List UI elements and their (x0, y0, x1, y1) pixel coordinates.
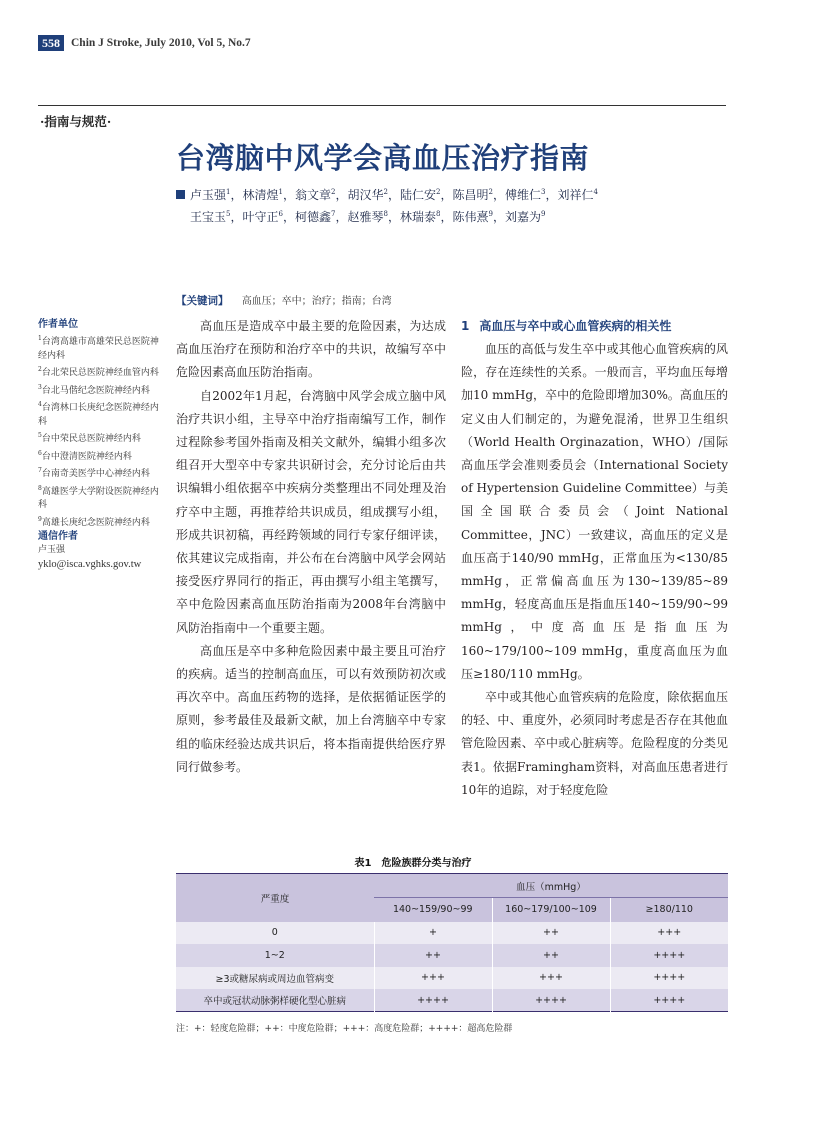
author-affiliation-mark: 5 (226, 210, 231, 218)
author-line-1: 卢玉强$^1$，林清煌$^1$，翁文章$^2$，胡汉华$^2$，陆仁安$^2$，陈昌明$^2$，傅维仁$^3$，刘祥仁$^4$ (176, 183, 726, 205)
affiliation-item (38, 381, 166, 399)
affiliation-item (38, 363, 166, 381)
author-affiliation-mark: 2 (383, 188, 388, 196)
author-affiliation-mark: 1 (278, 188, 283, 196)
severity-cell: 1~2 (176, 944, 374, 967)
affiliations-list (38, 332, 166, 530)
affiliation-item (38, 332, 166, 363)
table-label: 表1 (354, 858, 372, 869)
table-row (176, 967, 728, 990)
author-affiliation-mark: 9 (488, 210, 493, 218)
author-affiliation-mark: 9 (541, 210, 546, 218)
column-header: 140~159/90~99 (374, 898, 492, 922)
affiliations-heading: 作者单位 (38, 319, 78, 330)
author-name: 林清煌$^1$ (242, 188, 283, 202)
correspondence-email: yklo@isca.vghks.gov.tw (38, 558, 142, 570)
right-column (461, 315, 728, 802)
keywords (176, 292, 392, 308)
affiliation-text: 台中澄清医院神经内科 (41, 451, 132, 462)
affiliation-number: 2 (38, 366, 42, 373)
affiliation-text: 高雄医学大学附设医院神经内科 (38, 486, 159, 510)
paragraph: 卒中或其他心血管疾病的危险度，除依据血压的轻、中、重度外，必须同时考虑是否存在其他血管危险因素、卒中或心脏病等。危险程度的分类见表1。依据Framingham资料，对高血压患者进行10年的追踪，对于轻度危险 (461, 690, 728, 797)
severity-cell: 卒中或冠状动脉粥样硬化型心脏病 (176, 989, 374, 1012)
affiliation-item (38, 513, 166, 531)
author-name: 陈昌明$^2$ (452, 188, 493, 202)
author-name: 陈伟熹$^9$ (452, 210, 493, 224)
column-header: ≥180/110 (610, 898, 728, 922)
author-name: 卢玉强$^1$ (190, 188, 231, 202)
header-rule (38, 105, 726, 106)
affiliation-item (38, 447, 166, 465)
journal-citation: Chin J Stroke, July 2010, Vol 5, No.7 (71, 37, 251, 49)
author-name: 陆仁安$^2$ (400, 188, 441, 202)
author-name: 柯德鑫$^7$ (295, 210, 336, 224)
paragraph: 高血压是造成卒中最主要的危险因素，为达成高血压治疗在预防和治疗卒中的共识，故编写卒中危险因素高血压防治指南。 (176, 319, 446, 380)
author-name: 翁文章$^2$ (295, 188, 336, 202)
risk-cell: + (374, 922, 492, 945)
author-affiliation-mark: 6 (278, 210, 283, 218)
author-info-sidebar (38, 318, 166, 571)
author-affiliation-mark: 1 (226, 188, 231, 196)
article-title: 台湾脑中风学会高血压治疗指南 (176, 141, 590, 175)
affiliation-item (38, 429, 166, 447)
table-note: 注：+：轻度危险群；++：中度危险群；+++：高度危险群；++++：超高危险群 (176, 1024, 513, 1034)
column-header: 160~179/100~109 (492, 898, 610, 922)
keywords-label: 【关键词】 (176, 295, 229, 307)
author-name: 胡汉华$^2$ (347, 188, 388, 202)
affiliation-number: 5 (38, 432, 42, 439)
affiliation-number: 7 (38, 467, 42, 474)
affiliation-number: 9 (38, 515, 42, 523)
keywords-text: 高血压；卒中；治疗；指南；台湾 (241, 296, 392, 307)
paragraph: 血压的高低与发生卒中或其他心血管疾病的风险，存在连续性的关系。一般而言，平均血压每增加10 mmHg，卒中的危险即增加30%。高血压的定义由人们制定的，为避免混淆，世界卫生组织（World Health Orginazation，WHO）/国际高血压学会准则委员会（International Society of Hypertension Guideline Committee）与美国全国联合委员会（Joint National Committee，JNC）一致建议，高血压的定义是血压高于140/90 mmHg，正常血压为<130/85 mmHg，正常偏高血压为130~139/85~89 mmHg，轻度高血压是指血压140~159/90~99 mmHg，中度高血压是指血压为160~179/100~109 mmHg，重度高血压为血压≥180/110 mmHg。 (461, 342, 728, 681)
affiliation-number: 6 (38, 449, 42, 457)
risk-cell: +++ (610, 922, 728, 945)
affiliation-text: 台南奇美医学中心神经内科 (41, 469, 150, 479)
author-name: 刘嘉为$^9$ (505, 210, 546, 224)
table-body (176, 922, 728, 1012)
author-name: 傅维仁$^3$ (505, 188, 546, 202)
author-name: 王宝玉$^5$ (190, 210, 231, 224)
page-number: 558 (38, 35, 64, 51)
affiliation-number: 3 (38, 383, 42, 391)
risk-cell: ++++ (610, 989, 728, 1012)
author-marker-icon (176, 190, 185, 199)
author-line-2: 王宝玉$^5$，叶守正$^6$，柯德鑫$^7$，赵雅琴$^8$，林瑞泰$^8$，陈伟熹$^9$，刘嘉为$^9$ (190, 210, 546, 224)
risk-cell: ++ (492, 944, 610, 967)
risk-table (176, 873, 728, 1012)
section-heading (461, 315, 728, 338)
author-affiliation-mark: 2 (436, 188, 441, 196)
affiliation-number: 4 (38, 401, 42, 408)
author-affiliation-mark: 4 (593, 188, 598, 196)
author-name: 叶守正$^6$ (242, 210, 283, 224)
risk-cell: ++ (492, 922, 610, 945)
affiliation-text: 台湾高雄市高雄荣民总医院神经内科 (38, 337, 159, 361)
paragraph: 高血压是卒中多种危险因素中最主要且可治疗的疾病。适当的控制高血压，可以有效预防初次或再次卒中。高血压药物的选择，是依据循证医学的原则，参考最佳及最新文献，加上台湾脑卒中专家组的临床经验达成共识后，将本指南提供给医疗界同行做参考。 (176, 643, 446, 774)
running-header (38, 35, 251, 51)
affiliation-text: 台中荣民总医院神经内科 (41, 434, 141, 444)
author-affiliation-mark: 2 (331, 188, 336, 196)
affiliation-item (38, 482, 166, 513)
affiliation-text: 台北荣民总医院神经血管内科 (41, 368, 159, 378)
risk-cell: ++++ (610, 944, 728, 967)
affiliation-text: 台北马偕纪念医院神经内科 (41, 385, 150, 396)
left-column (176, 315, 446, 779)
risk-cell: +++ (492, 967, 610, 990)
table-row (176, 922, 728, 945)
author-name: 赵雅琴$^8$ (347, 210, 388, 224)
table-caption (0, 854, 826, 869)
affiliation-text: 台湾林口长庚纪念医院神经内科 (38, 403, 159, 427)
correspondence-heading: 通信作者 (38, 531, 78, 542)
affiliation-number: 8 (38, 484, 42, 492)
risk-cell: ++ (374, 944, 492, 967)
risk-cell: ++++ (610, 967, 728, 990)
affiliation-item (38, 464, 166, 482)
table-row (176, 989, 728, 1012)
risk-cell: +++ (374, 967, 492, 990)
author-affiliation-mark: 8 (383, 210, 388, 218)
severity-header: 严重度 (176, 874, 374, 922)
author-affiliation-mark: 7 (331, 210, 336, 218)
section-number: 1 (461, 319, 470, 333)
risk-cell: ++++ (492, 989, 610, 1012)
severity-cell: 0 (176, 922, 374, 945)
author-affiliation-mark: 3 (541, 188, 546, 196)
affiliation-number: 1 (38, 335, 42, 342)
author-affiliation-mark: 8 (436, 210, 441, 218)
bp-header: 血压（mmHg） (374, 874, 728, 898)
table-row (176, 944, 728, 967)
section-tag: ·指南与规范· (40, 114, 112, 129)
author-name: 林瑞泰$^8$ (400, 210, 441, 224)
section-title: 高血压与卒中或心血管疾病的相关性 (479, 319, 672, 333)
risk-cell: ++++ (374, 989, 492, 1012)
affiliation-item (38, 398, 166, 429)
author-affiliation-mark: 2 (488, 188, 493, 196)
correspondence-name: 卢玉强 (38, 545, 66, 555)
table-caption-text: 危险族群分类与治疗 (381, 858, 472, 869)
paragraph: 自2002年1月起，台湾脑中风学会成立脑中风治疗共识小组，主导卒中治疗指南编写工作，制作过程除参考国外指南及相关文献外，编辑小组多次组召开大型卒中专家共识研讨会，充分讨论后由共识编辑小组依据卒中疾病分类整理出不同处理及治疗卒中主题，再推荐给共识成员，组成撰写小组，形成共识初稿，再经跨领域的同行专家仔细评读，依其建议完成指南，并公布在台湾脑中风学会网站接受医疗界同行的指正，再由撰写小组主笔撰写，卒中危险因素高血压防治指南为2008年台湾脑中风防治指南中一个重要主题。 (176, 388, 446, 635)
affiliation-text: 高雄长庚纪念医院神经内科 (41, 517, 150, 528)
author-name: 刘祥仁$^4$ (557, 188, 598, 202)
severity-cell: ≥3或糖尿病或周边血管病变 (176, 967, 374, 990)
author-list (176, 183, 726, 227)
